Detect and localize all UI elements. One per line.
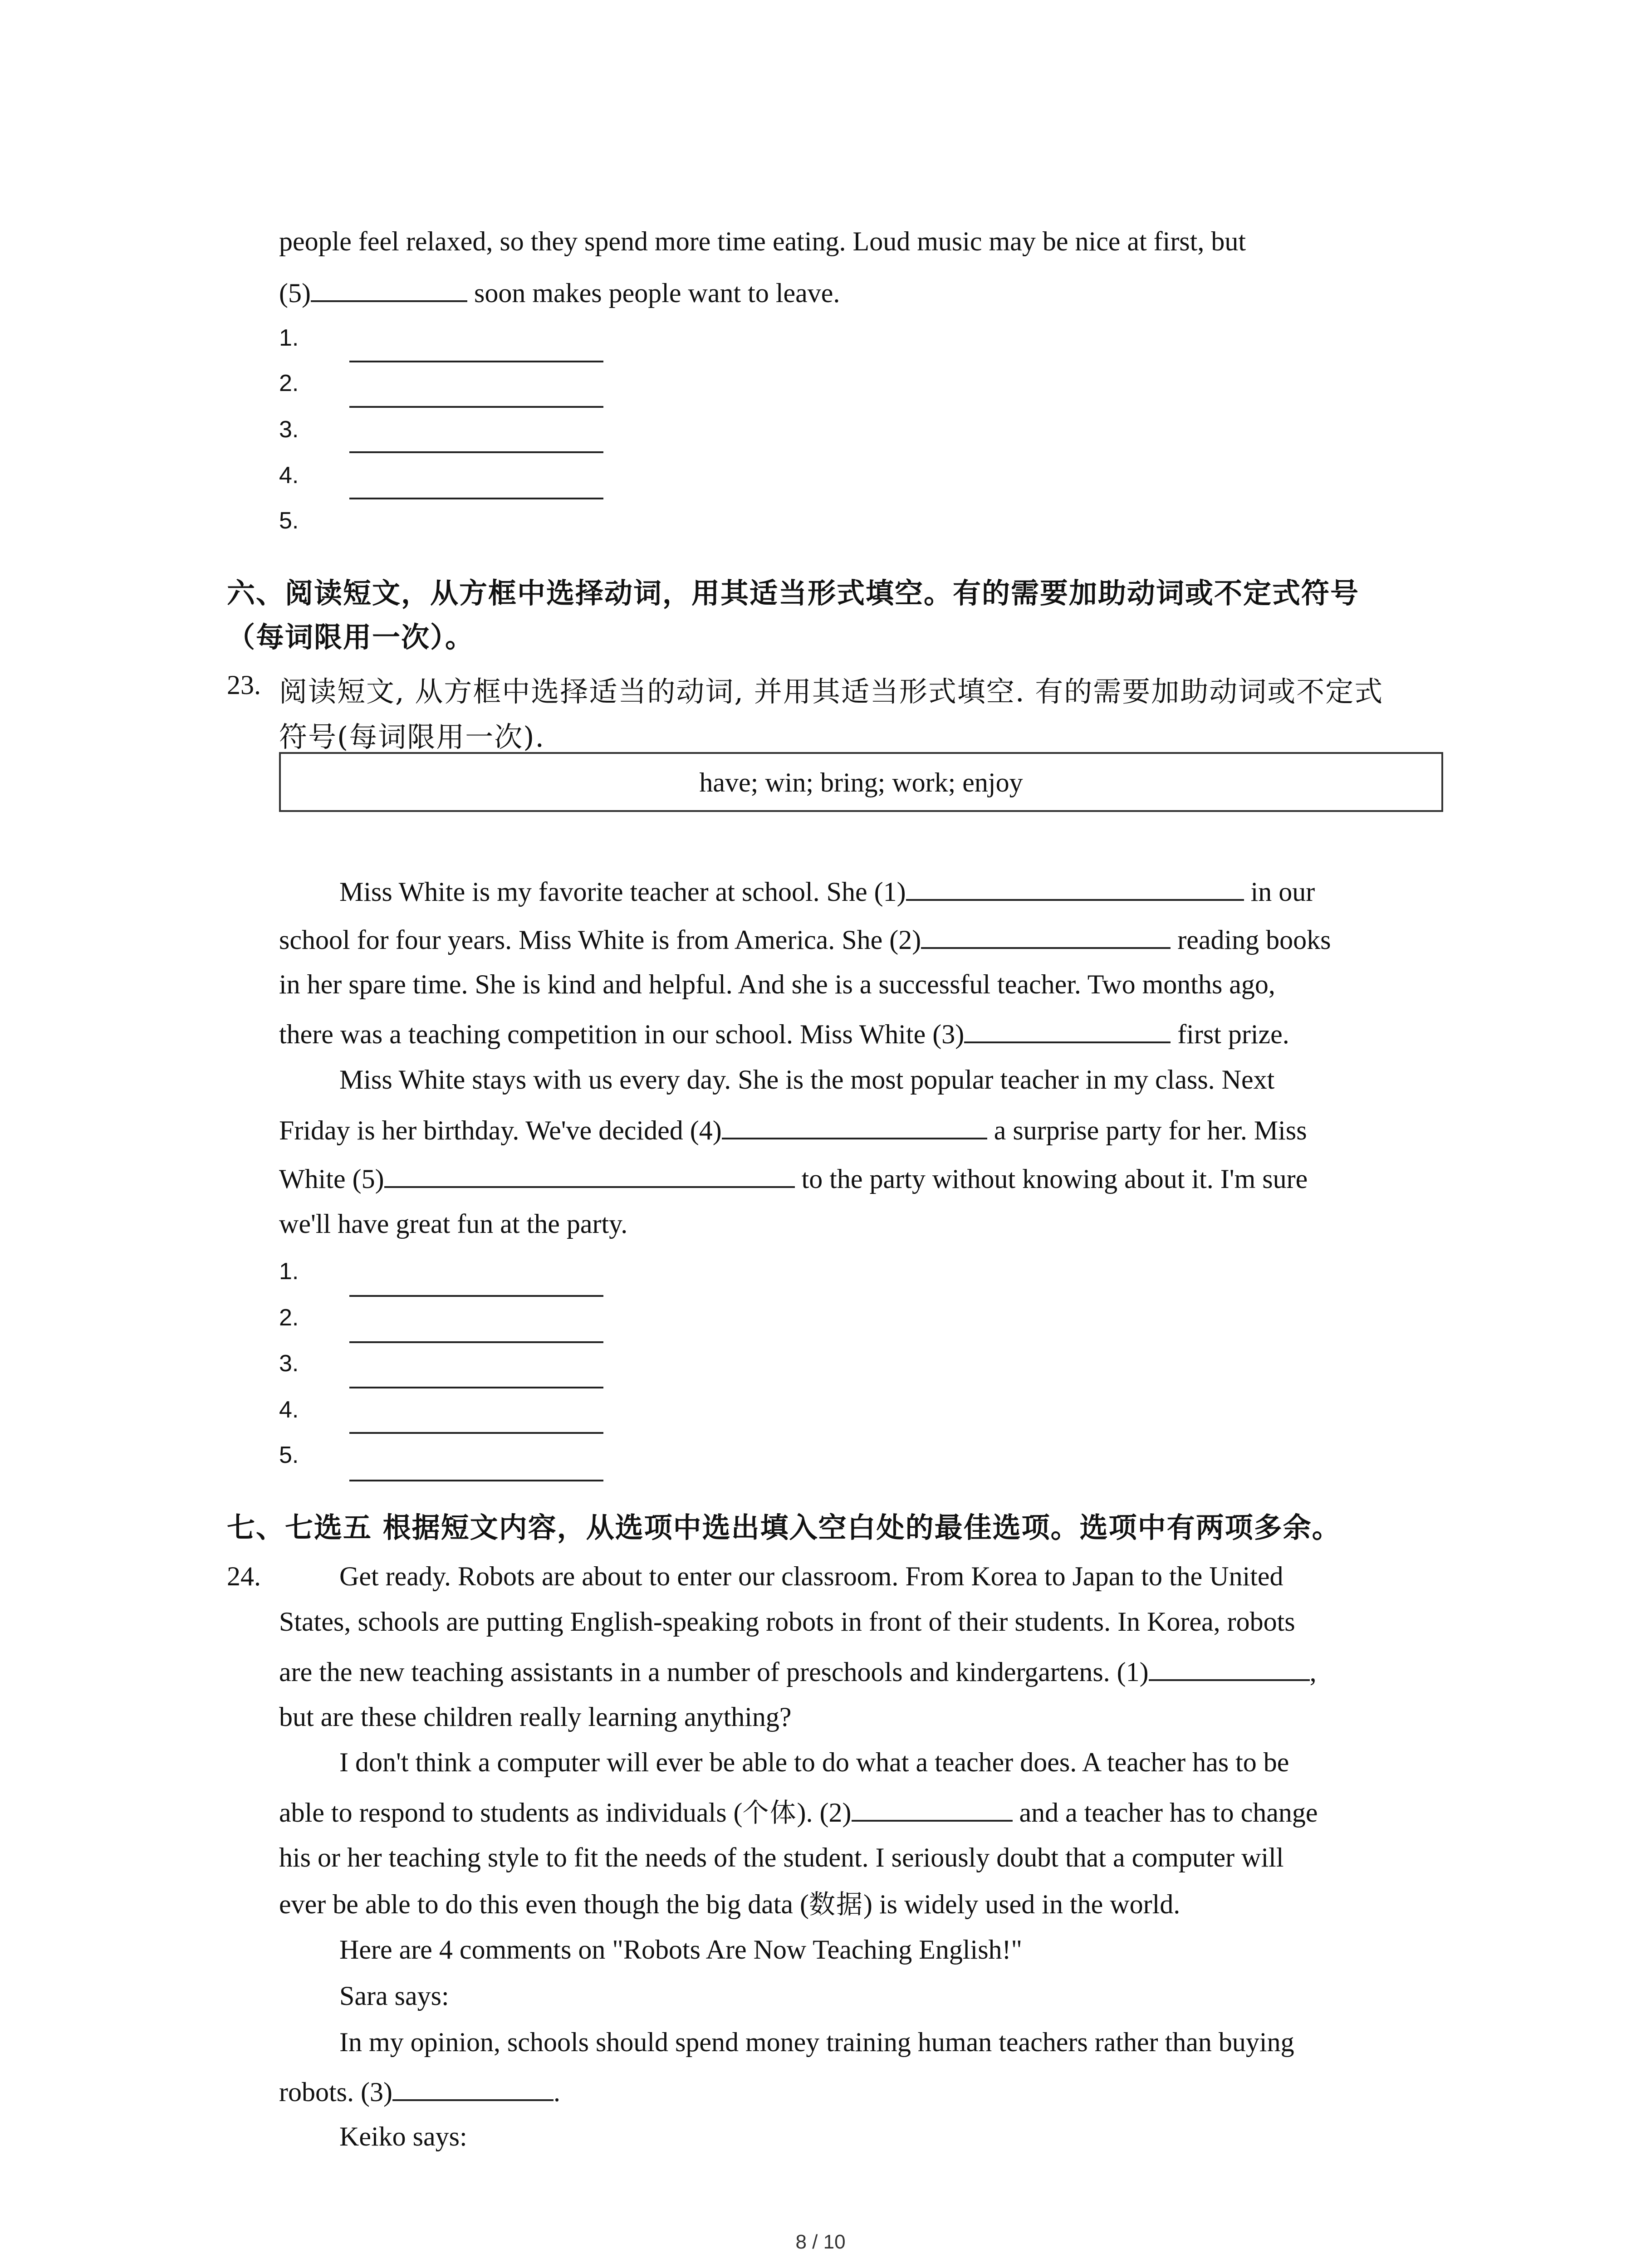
- answer-blank[interactable]: [349, 451, 603, 453]
- answer-number: 1.: [279, 325, 299, 351]
- section-heading: 七、七选五 根据短文内容，从选项中选出填入空白处的最佳选项。选项中有两项多余。: [227, 1511, 1341, 1544]
- answer-blank[interactable]: [349, 361, 603, 362]
- passage-line: Miss White is my favorite teacher at school. She (1) in our: [339, 877, 1315, 907]
- passage-line: In my opinion, schools should spend money training human teachers rather than buying: [339, 2027, 1294, 2057]
- passage-line: States, schools are putting English-speaking robots in front of their students. In Korea, robots: [279, 1607, 1295, 1637]
- answer-number: 3.: [279, 416, 299, 443]
- passage-line: Miss White stays with us every day. She is the most popular teacher in my class. Next: [339, 1065, 1275, 1095]
- passage-line: robots. (3) .: [279, 2077, 560, 2107]
- passage-line: people feel relaxed, so they spend more time eating. Loud music may be nice at first, but: [279, 226, 1246, 256]
- passage-line: Get ready. Robots are about to enter our classroom. From Korea to Japan to the United: [339, 1561, 1283, 1591]
- answer-number: 5.: [279, 1442, 299, 1468]
- answer-number: 4.: [279, 1397, 299, 1423]
- blank-line[interactable]: [384, 1163, 795, 1188]
- blank-line[interactable]: [392, 2077, 554, 2101]
- section-heading: 六、阅读短文，从方框中选择动词，用其适当形式填空。有的需要加助动词或不定式符号: [227, 577, 1360, 610]
- answer-blank[interactable]: [349, 1432, 603, 1434]
- section-heading: （每词限用一次）。: [227, 621, 475, 654]
- passage-line: Sara says:: [339, 1981, 449, 2011]
- question-instruction: 阅读短文, 从方框中选择适当的动词, 并用其适当形式填空. 有的需要加助动词或不定式: [279, 675, 1384, 708]
- answer-blank[interactable]: [349, 498, 603, 499]
- passage-line: there was a teaching competition in our school. Miss White (3) first prize.: [279, 1019, 1289, 1049]
- passage-line: (5) soon makes people want to leave.: [279, 278, 840, 308]
- answer-blank[interactable]: [349, 1295, 603, 1297]
- answer-number: 2.: [279, 370, 299, 396]
- blank-line[interactable]: [722, 1115, 987, 1139]
- question-number: 24.: [227, 1561, 261, 1591]
- passage-line: Here are 4 comments on "Robots Are Now Teaching English!": [339, 1935, 1023, 1965]
- passage-line: are the new teaching assistants in a number of preschools and kindergartens. (1) ,: [279, 1657, 1317, 1687]
- answer-blank[interactable]: [349, 1480, 603, 1481]
- passage-line: Keiko says:: [339, 2121, 467, 2151]
- blank-line[interactable]: [1149, 1657, 1310, 1681]
- passage-line: in her spare time. She is kind and helpful. And she is a successful teacher. Two months ago,: [279, 969, 1275, 999]
- passage-line: Friday is her birthday. We've decided (4) a surprise party for her. Miss: [279, 1115, 1307, 1145]
- blank-line[interactable]: [921, 924, 1171, 949]
- question-number: 23.: [227, 670, 261, 700]
- passage-line: White (5) to the party without knowing about it. I'm sure: [279, 1164, 1308, 1194]
- answer-number: 2.: [279, 1305, 299, 1331]
- passage-line: school for four years. Miss White is from America. She (2) reading books: [279, 925, 1331, 955]
- answer-number: 5.: [279, 508, 299, 534]
- answer-blank[interactable]: [349, 1387, 603, 1388]
- question-instruction: 符号(每词限用一次).: [279, 720, 545, 753]
- page-number: 8 / 10: [795, 2231, 846, 2253]
- blank-line[interactable]: [906, 876, 1244, 901]
- answer-number: 3.: [279, 1350, 299, 1377]
- passage-line: ever be able to do this even though the big data (数据) is widely used in the world.: [279, 1889, 1181, 1920]
- passage-line: we'll have great fun at the party.: [279, 1209, 628, 1239]
- passage-line: I don't think a computer will ever be able to do what a teacher does. A teacher has to be: [339, 1747, 1289, 1777]
- blank-line[interactable]: [311, 278, 467, 302]
- passage-line: able to respond to students as individuals (个体). (2) and a teacher has to change: [279, 1797, 1318, 1828]
- answer-blank[interactable]: [349, 1341, 603, 1343]
- answer-number: 4.: [279, 462, 299, 489]
- answer-number: 1.: [279, 1258, 299, 1285]
- blank-line[interactable]: [852, 1797, 1013, 1822]
- answer-blank[interactable]: [349, 406, 603, 408]
- passage-line: but are these children really learning anything?: [279, 1702, 792, 1732]
- blank-line[interactable]: [964, 1019, 1171, 1043]
- passage-line: his or her teaching style to fit the needs of the student. I seriously doubt that a computer will: [279, 1843, 1284, 1872]
- word-box-words: have; win; bring; work; enjoy: [699, 767, 1023, 797]
